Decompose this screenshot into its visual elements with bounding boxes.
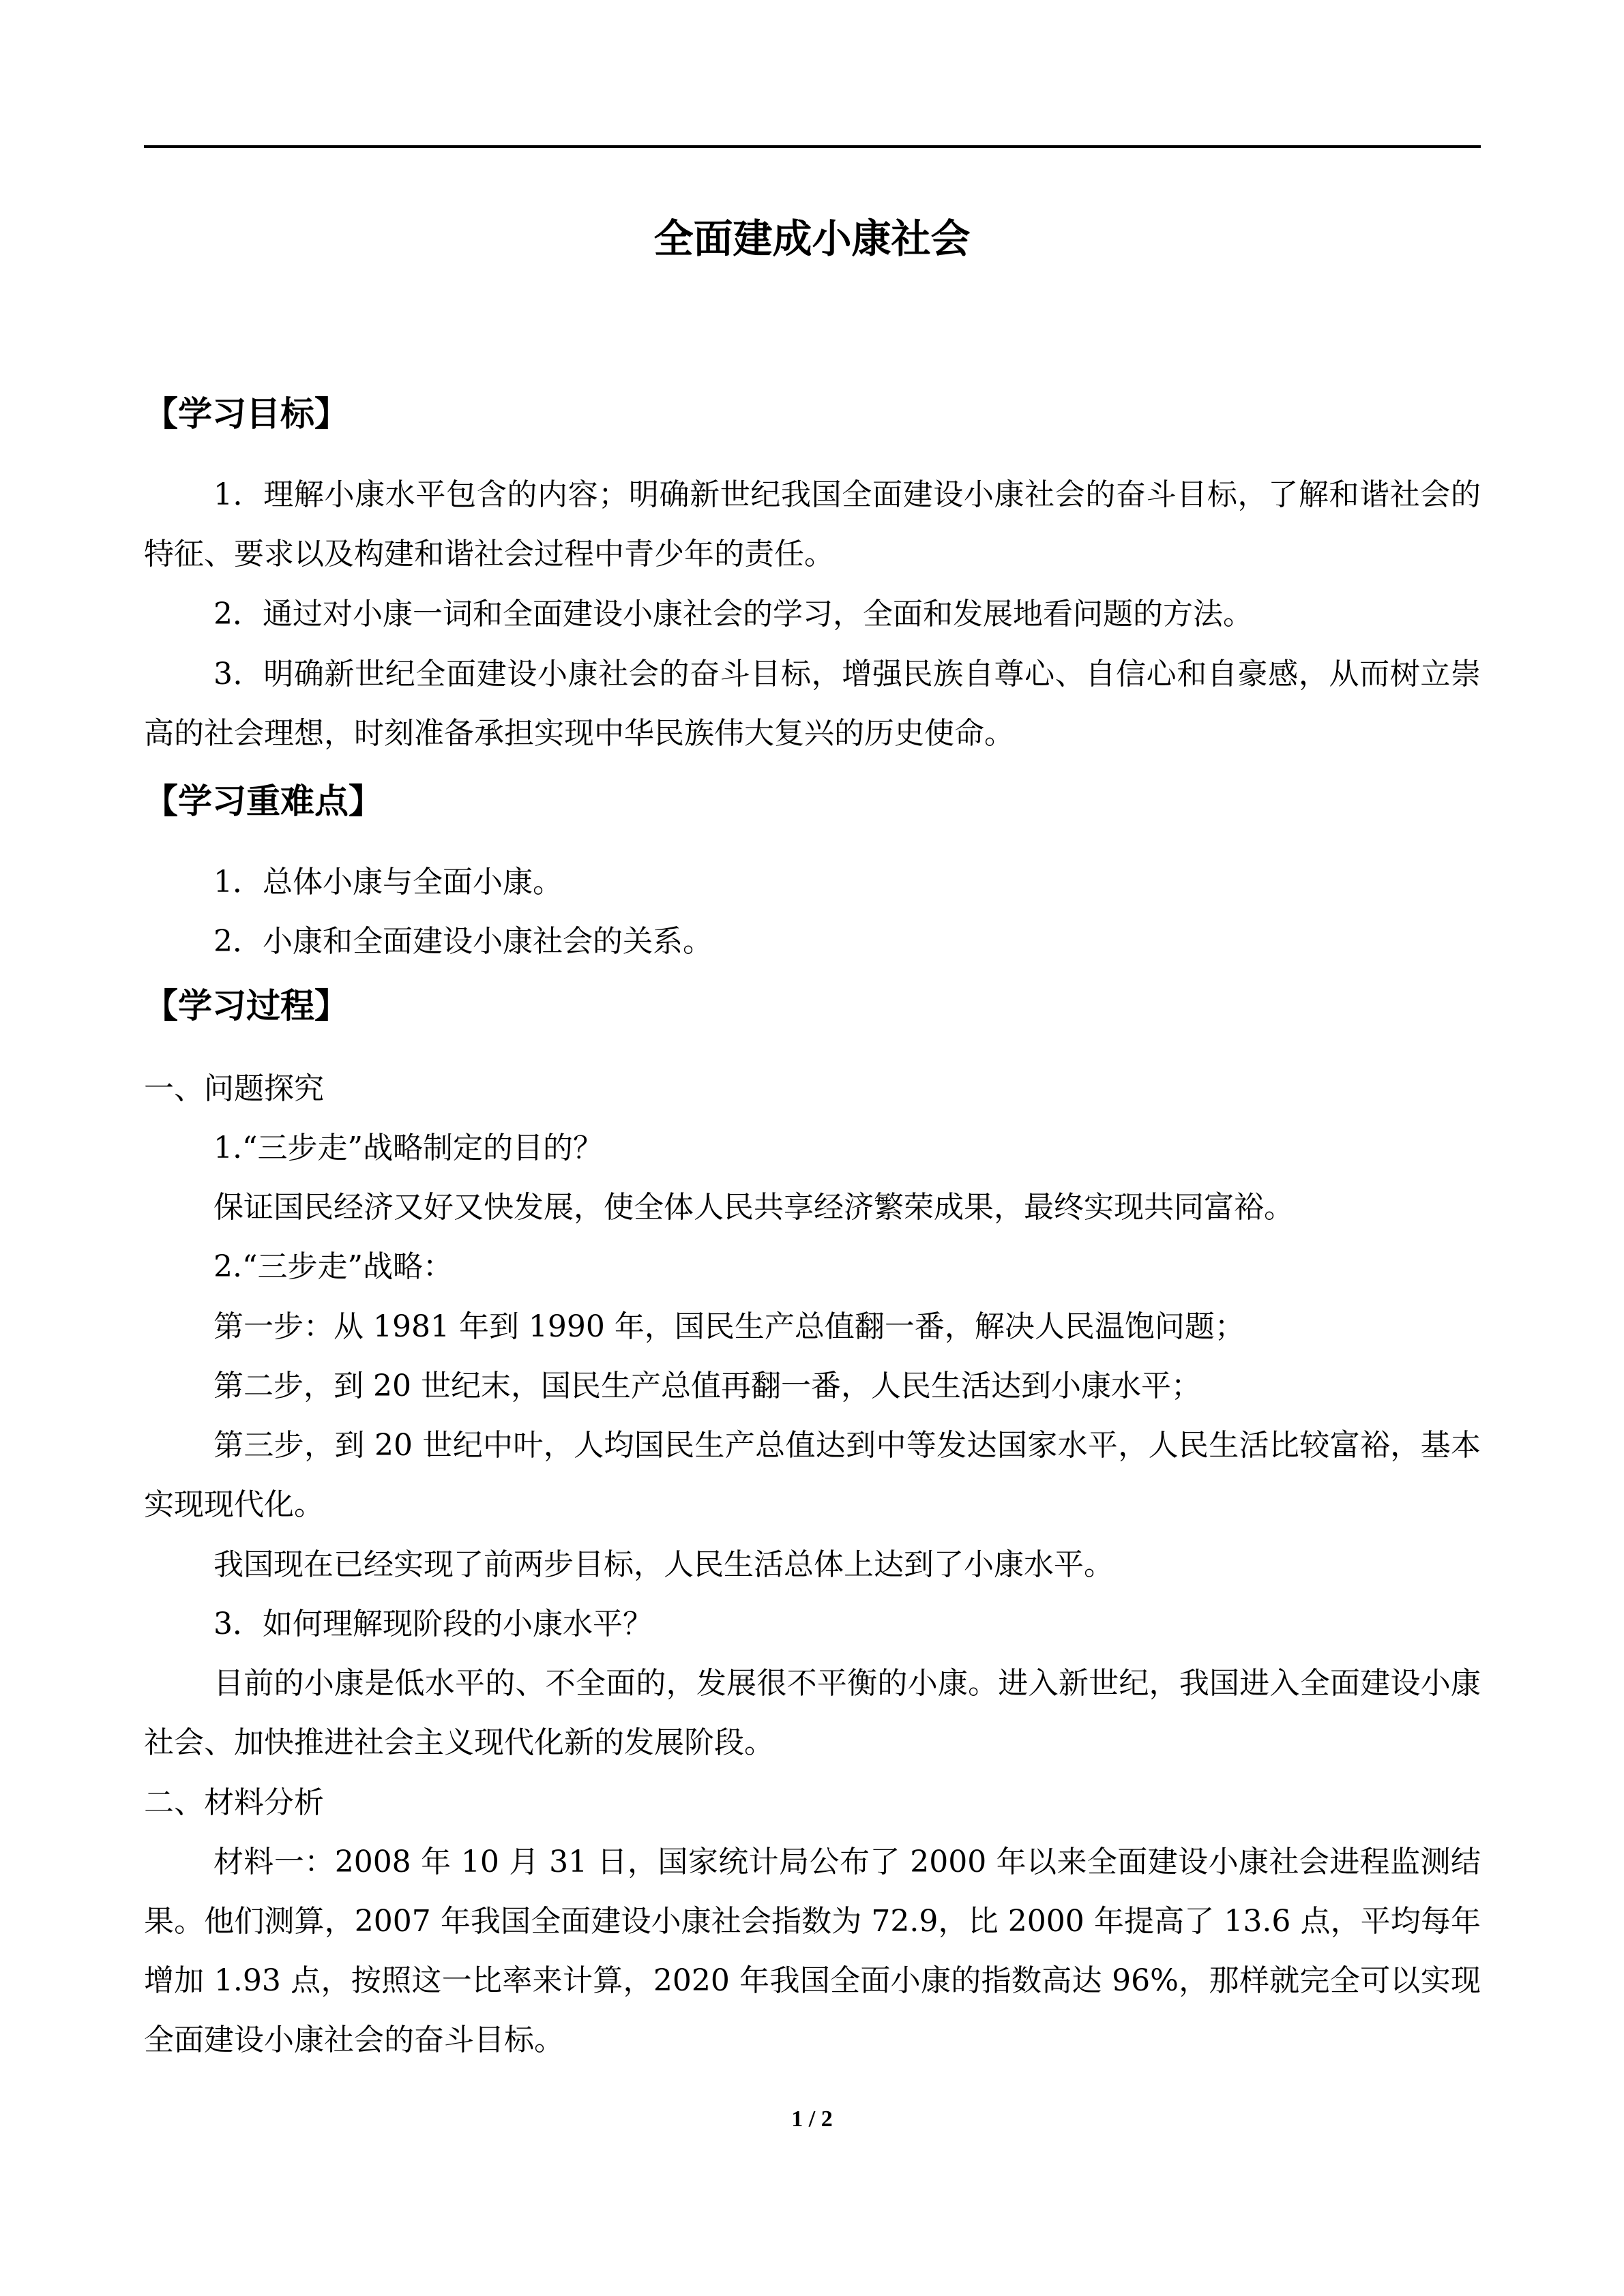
heading-learning-goals: 【学习目标】	[144, 394, 349, 434]
answer-3: 目前的小康是低水平的、不全面的，发展很不平衡的小康。进入新世纪，我国进入全面建设小康社会、加快推进社会主义现代化新的发展阶段。	[144, 1666, 1481, 1760]
step-3: 第三步，到 20 世纪中叶，人均国民生产总值达到中等发达国家水平，人民生活比较富裕，基本实现现代化。	[144, 1428, 1481, 1522]
heading-key-points: 【学习重难点】	[144, 781, 383, 821]
header-rule	[144, 145, 1481, 148]
part1-title: 一、问题探究	[144, 1071, 324, 1106]
heading-learning-process: 【学习过程】	[144, 986, 349, 1026]
status-statement: 我国现在已经实现了前两步目标，人民生活总体上达到了小康水平。	[213, 1547, 1114, 1582]
answer-1: 保证国民经济又好又快发展，使全体人民共享经济繁荣成果，最终实现共同富裕。	[213, 1190, 1294, 1225]
step-2: 第二步，到 20 世纪末，国民生产总值再翻一番，人民生活达到小康水平；	[213, 1369, 1201, 1403]
key-point-1: 1．总体小康与全面小康。	[213, 865, 563, 899]
key-point-2: 2．小康和全面建设小康社会的关系。	[213, 924, 713, 959]
goal-item-3: 3．明确新世纪全面建设小康社会的奋斗目标，增强民族自尊心、自信心和自豪感，从而树立崇高的社会理想，时刻准备承担实现中华民族伟大复兴的历史使命。	[144, 657, 1481, 751]
goal-item-2: 2．通过对小康一词和全面建设小康社会的学习，全面和发展地看问题的方法。	[213, 597, 1253, 631]
goal-item-1: 1．理解小康水平包含的内容；明确新世纪我国全面建设小康社会的奋斗目标，了解和谐社会的特征、要求以及构建和谐社会过程中青少年的责任。	[144, 477, 1481, 571]
step-1: 第一步：从 1981 年到 1990 年，国民生产总值翻一番，解决人民温饱问题；	[213, 1309, 1245, 1344]
question-3: 3．如何理解现阶段的小康水平？	[213, 1607, 653, 1641]
part2-title: 二、材料分析	[144, 1785, 324, 1820]
page-number: 1 / 2	[791, 2106, 833, 2132]
material-1: 材料一：2008 年 10 月 31 日，国家统计局公布了 2000 年以来全面建设小康社会进程监测结果。他们测算，2007 年我国全面建设小康社会指数为 72.9，比 2000 年提高了 13.6 点，平均每年增加 1.93 点，按照这一比率来计算，2020 年我国全面小康的指数高达 96%，那样就完全可以实现全面建设小康社会的奋斗目标。	[144, 1845, 1481, 2057]
question-1: 1.“三步走”战略制定的目的？	[213, 1131, 603, 1165]
page-title: 全面建成小康社会	[653, 215, 971, 262]
question-2: 2.“三步走”战略：	[213, 1249, 453, 1284]
